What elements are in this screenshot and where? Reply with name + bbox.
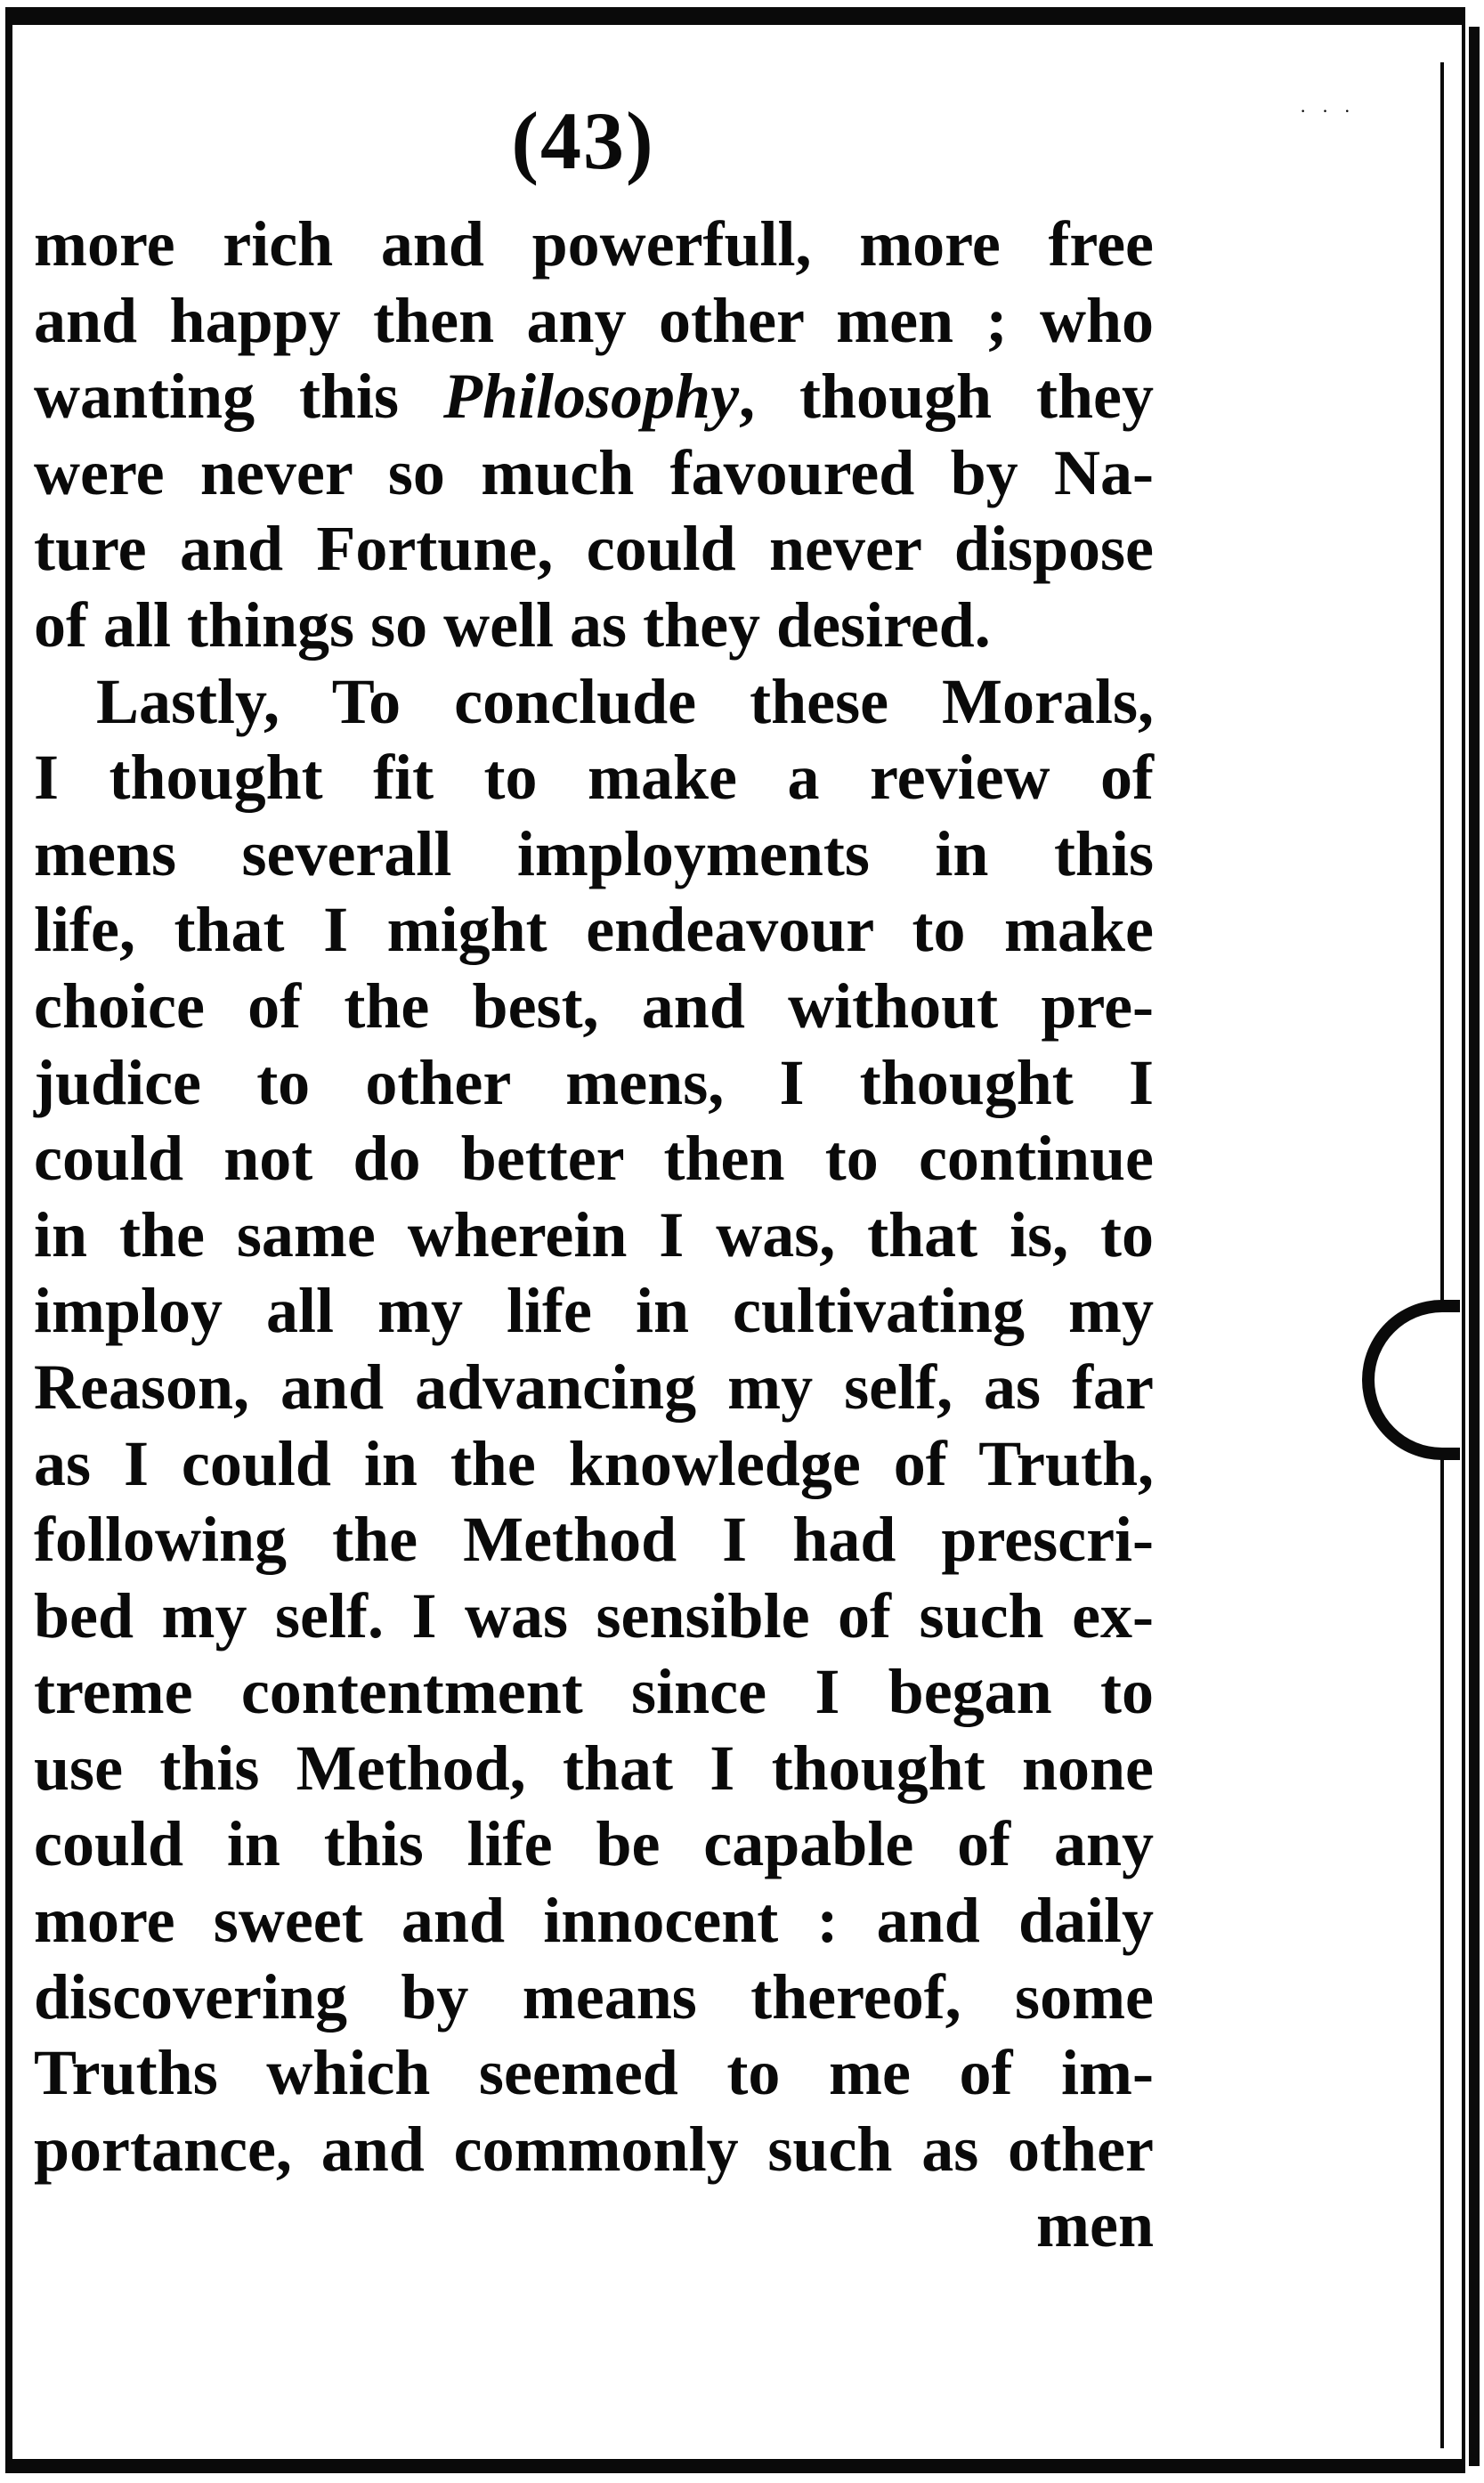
text-line: as I could in the knowledge of Truth,	[34, 1427, 1154, 1499]
text-line-post: , though they	[739, 361, 1154, 433]
text-line-pre: wanting this	[34, 361, 443, 433]
text-line: and happy then any other men ; who	[34, 284, 1154, 356]
text-line: judice to other mens, I thought I	[34, 1046, 1154, 1118]
text-line: of all things so well as they desired.	[34, 588, 991, 661]
text-line: in the same wherein I was, that is, to	[34, 1198, 1154, 1270]
book-edge-right	[1469, 27, 1480, 2466]
italic-word: Philosophy	[442, 361, 740, 433]
text-line	[34, 359, 1154, 435]
text-line: ture and Fortune, could never dispose	[34, 513, 1154, 585]
text-line: more sweet and innocent : and daily	[34, 1885, 1154, 1957]
text-line: were never so much favoured by Na-	[34, 436, 1154, 508]
text-line: Truths which seemed to me of im-	[34, 2037, 1154, 2109]
text-line: treme contentment since I began to	[34, 1656, 1154, 1728]
text-line: following the Method I had prescri-	[34, 1504, 1154, 1576]
paragraph-start-line: Lastly, To conclude these Morals,	[96, 665, 1154, 737]
text-line: portance, and commonly such as other	[34, 2113, 1154, 2185]
text-line: mens severall imployments in this	[34, 817, 1154, 889]
text-line: use this Method, that I thought none	[34, 1732, 1154, 1804]
text-line: could in this life be capable of any	[34, 1808, 1154, 1880]
page-number: (43)	[511, 95, 655, 186]
text-line: bed my self. I was sensible of such ex-	[34, 1579, 1154, 1651]
margin-marks: · · ·	[1300, 100, 1356, 122]
text-line: I thought fit to make a review of	[34, 742, 1154, 814]
text-line: more rich and powerfull, more free	[34, 208, 1154, 280]
text-line: life, that I might endeavour to make	[34, 894, 1154, 966]
text-line: could not do better then to continue	[34, 1123, 1154, 1195]
catchword: men	[1036, 2189, 1154, 2261]
text-line: choice of the best, and without pre-	[34, 970, 1154, 1042]
page-edge-right	[1440, 62, 1444, 2448]
body-text	[34, 207, 1154, 2264]
text-line: imploy all my life in cultivating my	[34, 1275, 1154, 1347]
text-line: discovering by means thereof, some	[34, 1960, 1154, 2033]
text-line: Reason, and advancing my self, as far	[34, 1351, 1154, 1423]
